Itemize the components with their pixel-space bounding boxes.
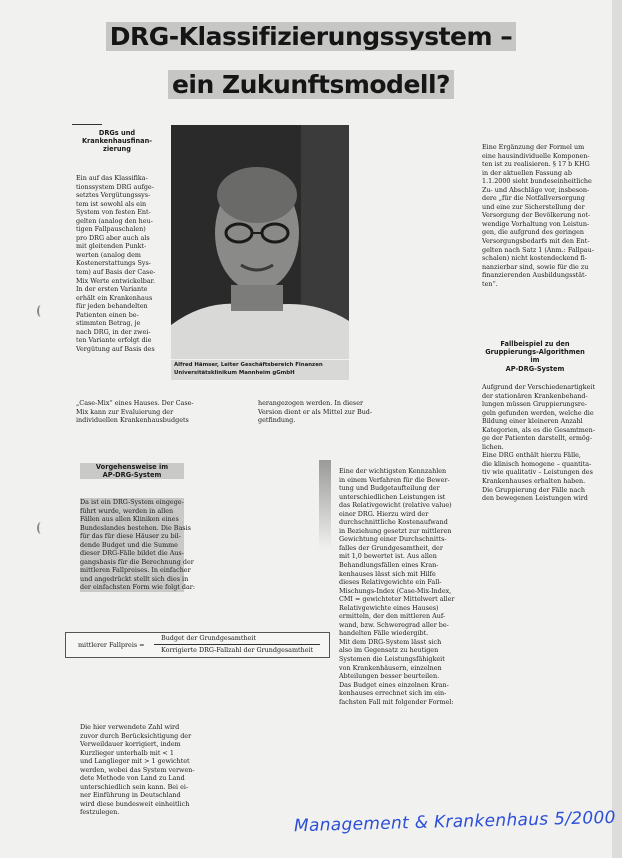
text-line: dieser DRG-Fälle bildet die Aus- <box>80 549 184 558</box>
scan-edge <box>612 0 622 858</box>
text-line: Die hier verwendete Zahl wird <box>80 723 180 731</box>
text-line: Verweildauer korrigiert, indem <box>80 740 181 749</box>
text-line: werden, wobei das System verwen- <box>80 765 195 774</box>
text-fallbeispiel <box>482 383 596 503</box>
text-line: Aufgrund der Verschiedenartigkeit <box>482 383 596 391</box>
text-line: kenhauses errechnet sich im ein- <box>339 689 447 698</box>
text-mid-continuation <box>258 399 373 425</box>
text-line: Relativgewichte eines Hauses) <box>339 603 439 612</box>
text-line: in einem Verfahren für die Bewer- <box>339 475 450 484</box>
text-line: Versorgung der Bevölkerung not- <box>482 211 591 220</box>
text-line: dere „für die Notfallversorgung <box>482 194 585 203</box>
text-line: das Relativgewicht (relative value) <box>339 501 452 510</box>
text-line: getfindung. <box>258 416 296 425</box>
text-line: in der aktuellen Fassung ab <box>482 168 572 177</box>
photo-caption: Alfred Hämser, Leiter Geschäftsbereich Finanzen Universitätsklinikum Mannheim gGmbH <box>171 360 349 380</box>
text-line: einer DRG. Hierzu wird der <box>339 509 429 518</box>
text-line: erhält ein Krankenhaus <box>76 293 153 302</box>
text-drgs-continued <box>76 399 236 425</box>
text-line: ermitteln, der den mittleren Auf- <box>339 612 446 621</box>
text-line: Version dient er als Mittel zur Bud- <box>258 407 373 416</box>
text-line: in Beziehung gesetzt zur mittleren <box>339 526 452 535</box>
section-rule <box>72 124 102 125</box>
text-line: Krankenhauses erhalten haben. <box>482 477 586 486</box>
text-line: stimmten Betrag, je <box>76 319 141 328</box>
text-line: tung und Budgetaufteilung der <box>339 484 440 493</box>
text-line: für das für diese Häuser zu bil- <box>80 532 181 541</box>
heading-vorgehensweise: Vorgehensweise im AP-DRG-System <box>80 463 184 479</box>
text-line: wird diese bundesweit einheitlich <box>80 799 190 808</box>
text-line: kenhauses lässt sich mit Hilfe <box>339 569 436 578</box>
text-line: wand, bzw. Schweregrad aller be- <box>339 620 449 629</box>
formula-denominator: Korrigierte DRG-Fallzahl der Grundgesamtheit <box>161 646 314 654</box>
text-line: Vergütung auf Basis des <box>76 344 155 353</box>
text-center-column <box>339 467 455 706</box>
heading-fallbeispiel: Fallbeispiel zu den Gruppierungs-Algorithmen im AP-DRG-System <box>485 340 585 373</box>
text-line: führt wurde, werden in allen <box>80 506 174 515</box>
text-line: Behandlungsfällen eines Kran- <box>339 561 439 570</box>
text-line: der einfachsten Form wie folgt dar: <box>80 583 196 592</box>
text-line: ten“. <box>482 279 498 288</box>
text-line: mit gleitenden Punkt- <box>76 242 147 251</box>
text-line: lichen. <box>482 442 504 451</box>
text-line: wendige Vorhaltung von Leistun- <box>482 219 590 228</box>
punch-hole-top <box>37 305 45 317</box>
text-line: Mit dem DRG-System lässt sich <box>339 637 442 646</box>
text-line: nanzierbar sind, sowie für die zu <box>482 262 589 271</box>
text-line: Fällen aus allen Kliniken eines <box>80 515 179 524</box>
text-line: CMI = gewichteter Mittelwert aller <box>339 595 455 604</box>
text-line: Kurzlieger unterhalb mit < 1 <box>80 748 174 757</box>
text-line: Da ist ein DRG-System eingege- <box>80 498 184 506</box>
text-line: Ein auf das Klassifika- <box>76 174 148 182</box>
text-line: gangsbasis für die Berechnung der <box>80 557 194 566</box>
handwritten-source-note: Management & Krankenhaus 5/2000 <box>293 807 617 837</box>
text-line: dende Budget und die Summe <box>80 540 178 549</box>
text-line: Kategorien, als es die Gesamtmen- <box>482 425 595 434</box>
punch-hole-bottom <box>37 522 45 534</box>
text-line: Kostenerstattungs Sys- <box>76 259 151 268</box>
text-line: System von festen Ent- <box>76 208 151 217</box>
text-line: 1.1.2000 sieht bundeseinheitliche <box>482 177 592 186</box>
text-line: mittleren Fallpreises. In einfacher <box>80 566 191 575</box>
portrait-photo <box>171 125 349 359</box>
text-line: und angedrückt stellt sich dies in <box>80 574 189 583</box>
text-line: Mischungs-Index (Case-Mix-Index, <box>339 586 452 595</box>
text-line: handelten Fälle wiedergibt. <box>339 629 429 638</box>
text-line: Versorgungsbedarfs mit den Ent- <box>482 237 590 246</box>
text-line: tionssystem DRG aufge- <box>76 182 154 191</box>
text-line: dieses Relativgewichte ein Fall- <box>339 578 442 587</box>
text-line: Zu- und Abschläge vor, insbeson- <box>482 185 590 194</box>
text-line: gelten (analog den heu- <box>76 216 153 225</box>
text-line: tigen Fallpauschalen) <box>76 225 146 234</box>
text-line: und eine zur Sicherstellung der <box>482 202 585 211</box>
text-line: unterschiedlichen Leistungen ist <box>339 492 446 501</box>
text-line: lungen müssen Gruppierungsre- <box>482 400 587 409</box>
text-line: durchschnittliche Kostenaufwand <box>339 518 448 527</box>
text-line: Systemen die Leistungsfähigkeit <box>339 655 445 664</box>
text-line: individuellen Krankenhausbudgets <box>76 416 189 425</box>
text-bottom-left <box>80 723 195 817</box>
text-line: eine hausindividuelle Komponen- <box>482 151 590 160</box>
text-line: werten (analog dem <box>76 250 141 259</box>
text-line: falles der Grundgesamtheit, der <box>339 543 443 552</box>
text-line: von Krankenhäusern, einzelnen <box>339 663 442 672</box>
text-line: schalen) nicht kostendeckend fi- <box>482 254 587 263</box>
text-line: ge der Patienten darstellt, ermög- <box>482 434 592 443</box>
text-line: mit 1,0 bewertet ist. Aus allen <box>339 552 437 561</box>
text-line: ner Einführung in Deutschland <box>80 791 181 800</box>
text-line: Eine DRG enthält hierzu Fälle, <box>482 451 581 460</box>
text-line: tem ist sowohl als ein <box>76 199 147 208</box>
text-line: unterschiedlich sein kann. Bei ei- <box>80 782 189 791</box>
formula-fraction-line <box>154 644 320 645</box>
formula-box <box>65 632 330 658</box>
text-line: und Langlieger mit > 1 gewichtet <box>80 757 190 766</box>
text-line: Die Gruppierung der Fälle nach <box>482 485 585 494</box>
text-line: Mix kann zur Evaluierung der <box>76 407 174 416</box>
text-line: In der ersten Variante <box>76 285 148 294</box>
text-line: tiv wie qualitativ – Leistungen des <box>482 468 593 477</box>
formula-numerator: Budget der Grundgesamtheit <box>161 634 256 642</box>
text-line: herangezogen werden. In dieser <box>258 399 364 407</box>
text-line: die klinisch homogene – quantita- <box>482 459 592 468</box>
text-line: Patienten einen be- <box>76 310 139 319</box>
text-line: Bundeslandes bestehen. Die Basis <box>80 523 191 532</box>
text-line: „Case-Mix“ eines Hauses. Der Case- <box>76 399 194 407</box>
text-line: Eine der wichtigsten Kennzahlen <box>339 467 447 475</box>
text-line: dete Methode von Land zu Land <box>80 774 185 783</box>
text-right-top <box>482 143 594 288</box>
text-line: Mix Werte entwickelbar. <box>76 276 156 285</box>
headline-line2: ein Zukunftsmodell? <box>0 70 622 99</box>
text-line: ten Variante erfolgt die <box>76 336 152 345</box>
text-line: Das Budget eines einzelnen Kran- <box>339 680 449 689</box>
text-line: pro DRG aber auch als <box>76 233 150 242</box>
margin-shading <box>319 460 331 550</box>
text-vorgehensweise <box>80 498 196 592</box>
text-line: geln gefunden werden, welche die <box>482 408 594 417</box>
text-line: den bewegenen Leistungen wird <box>482 494 588 503</box>
text-line: der stationären Krankenbehand- <box>482 391 588 400</box>
formula-label: mittlerer Fallpreis = <box>78 641 145 649</box>
text-line: gen, die aufgrund des geringen <box>482 228 585 237</box>
text-line: Bildung einer kleineren Anzahl <box>482 417 583 426</box>
text-line: finanzierenden Ausbildungsstät- <box>482 271 587 280</box>
text-line: festzulegen. <box>80 808 120 817</box>
text-line: Abteilungen besser beurteilen. <box>339 672 440 681</box>
text-line: setztes Vergütungssys- <box>76 191 151 200</box>
text-line: also im Gegensatz zu heutigen <box>339 646 439 655</box>
text-line: nach DRG, in der zwei- <box>76 327 151 336</box>
text-line: tem) auf Basis der Case- <box>76 268 156 277</box>
text-line: fachsten Fall mit folgender Formel: <box>339 697 454 706</box>
text-drgs <box>76 174 164 353</box>
text-line: Eine Ergänzung der Formel um <box>482 143 585 151</box>
text-line: für jeden behandelten <box>76 302 148 311</box>
headline-line1: DRG-Klassifizierungssystem – <box>0 22 622 51</box>
text-line: Gewichtung einer Durchschnitts- <box>339 535 447 544</box>
text-line: zuvor durch Berücksichtigung der <box>80 731 192 740</box>
text-line: ten ist zu realisieren. § 17 b KHG <box>482 160 590 169</box>
text-line: gelten nach Satz 1 (Anm.: Fallpau- <box>482 245 594 254</box>
heading-drgs: DRGs und Krankenhausfinan- zierung <box>81 129 153 154</box>
